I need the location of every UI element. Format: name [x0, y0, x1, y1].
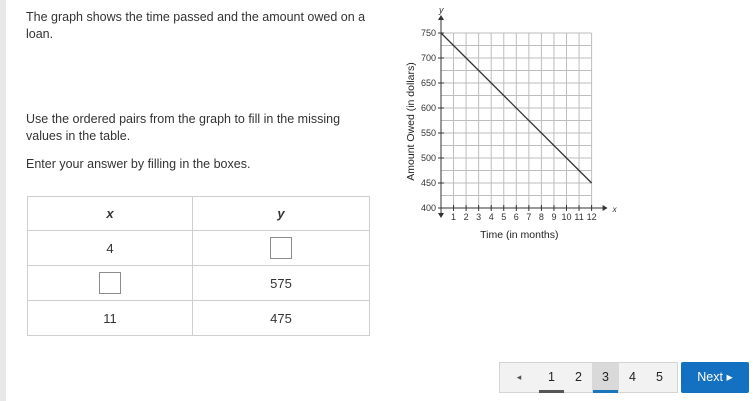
x-tick-label: 7 [526, 212, 532, 222]
y-axis-label: Amount Owed (in dollars) [405, 62, 417, 181]
table-row [28, 301, 370, 336]
answer-box-y-row1[interactable] [270, 237, 292, 259]
page-3-button[interactable]: 3 [592, 363, 619, 392]
x-tick-label: 9 [551, 212, 557, 222]
table-row [28, 266, 370, 301]
y-tick-label: 600 [420, 103, 436, 113]
left-border [0, 0, 6, 401]
y-tick-label: 700 [420, 53, 436, 63]
y-tick-label: 500 [420, 153, 436, 163]
question-instruction: Use the ordered pairs from the graph to fill in the missing values in the table. [26, 112, 341, 143]
y-tick-label: 400 [420, 203, 436, 213]
next-button[interactable]: Next ▸ [681, 362, 749, 393]
page-4-button[interactable]: 4 [629, 370, 636, 384]
pagination [499, 362, 678, 393]
y-tick-label: 450 [420, 178, 436, 188]
y-tick-label: 550 [420, 128, 436, 138]
x-tick-label: 11 [574, 212, 584, 222]
header-x: x [28, 197, 193, 231]
loan-graph [400, 0, 620, 250]
question-intro: The graph shows the time passed and the amount owed on a loan. [26, 10, 366, 41]
y-tick-label: 650 [420, 78, 436, 88]
y-tick-label: 750 [420, 28, 436, 38]
table-header-row [28, 197, 370, 231]
x-tick-label: 8 [538, 212, 544, 222]
x-tick-label: 1 [451, 212, 457, 222]
x-axis-label: Time (in months) [480, 229, 559, 241]
x-axis-arrow [603, 205, 608, 211]
cell-x-row2 [28, 266, 193, 301]
x-tick-label: 10 [561, 212, 572, 222]
prev-page-button[interactable]: ◂ [516, 372, 522, 382]
x-tick-label: 3 [476, 212, 482, 222]
y-axis-arrow [438, 15, 444, 20]
table-row [28, 231, 370, 266]
x-tick-label: 6 [513, 212, 519, 222]
page-1-button[interactable]: 1 [538, 363, 565, 392]
entry-hint: Enter your answer by filling in the boxes. [26, 157, 251, 171]
answer-table [27, 196, 370, 336]
cell-x-row1: 4 [28, 231, 193, 266]
x-tick-label: 4 [488, 212, 494, 222]
page-2-button[interactable]: 2 [575, 370, 582, 384]
cell-y-row2: 575 [193, 266, 370, 301]
cell-x-row3: 11 [28, 301, 193, 336]
header-y: y [193, 197, 370, 231]
answer-box-x-row2[interactable] [99, 272, 121, 294]
cell-y-row3: 475 [193, 301, 370, 336]
page-5-button[interactable]: 5 [656, 370, 663, 384]
y-axis-down-arrow [438, 213, 444, 218]
x-tick-label: 2 [463, 212, 469, 222]
cell-y-row1 [193, 231, 370, 266]
y-axis-letter: y [439, 5, 444, 15]
x-axis-letter: x [612, 205, 617, 214]
x-tick-label: 5 [501, 212, 507, 222]
x-tick-label: 12 [586, 212, 597, 222]
